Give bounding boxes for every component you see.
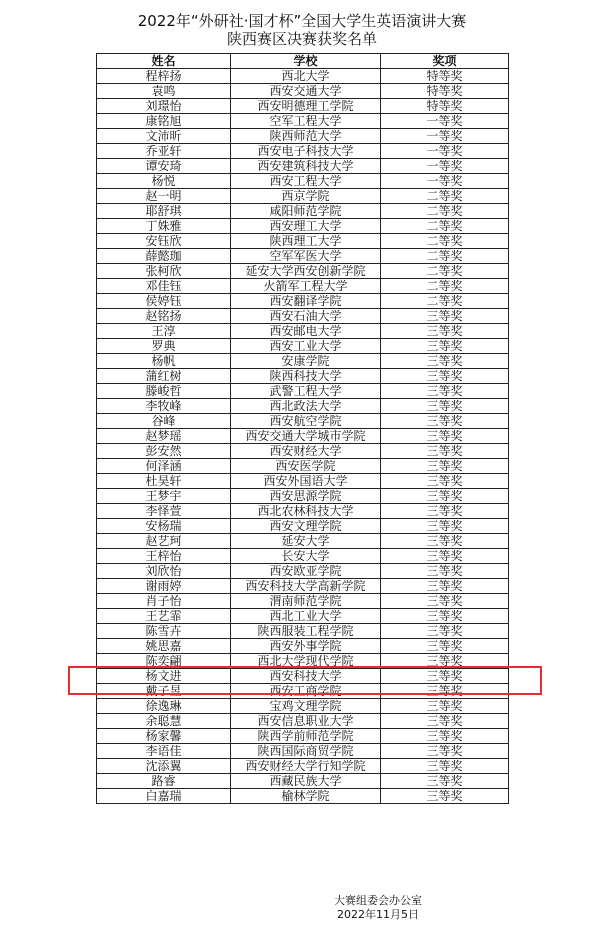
name-cell: 陈奕翩	[97, 654, 231, 669]
award-cell: 二等奖	[381, 219, 509, 234]
name-cell: 姚思嘉	[97, 639, 231, 654]
award-cell: 三等奖	[381, 624, 509, 639]
table-row	[97, 519, 509, 534]
school-cell: 西安信息职业大学	[231, 714, 381, 729]
table-row	[97, 84, 509, 99]
award-cell: 二等奖	[381, 294, 509, 309]
table-row	[97, 309, 509, 324]
school-cell: 西藏民族大学	[231, 774, 381, 789]
school-cell: 西安工商学院	[231, 684, 381, 699]
table-row	[97, 789, 509, 804]
name-cell: 安杨瑞	[97, 519, 231, 534]
school-cell: 陕西师范大学	[231, 129, 381, 144]
name-cell: 袁鸣	[97, 84, 231, 99]
name-cell: 杨家馨	[97, 729, 231, 744]
school-cell: 西安理工大学	[231, 219, 381, 234]
award-cell: 三等奖	[381, 519, 509, 534]
table-row	[97, 384, 509, 399]
award-cell: 二等奖	[381, 189, 509, 204]
name-cell: 安钰欣	[97, 234, 231, 249]
footer-organizer: 大赛组委会办公室	[334, 894, 422, 907]
name-cell: 谢雨婷	[97, 579, 231, 594]
school-cell: 渭南师范学院	[231, 594, 381, 609]
award-cell: 三等奖	[381, 489, 509, 504]
award-cell: 三等奖	[381, 699, 509, 714]
school-cell: 西安外国语大学	[231, 474, 381, 489]
table-row	[97, 714, 509, 729]
award-cell: 三等奖	[381, 744, 509, 759]
school-cell: 宝鸡文理学院	[231, 699, 381, 714]
award-cell: 一等奖	[381, 114, 509, 129]
award-cell: 三等奖	[381, 309, 509, 324]
name-cell: 程梓扬	[97, 69, 231, 84]
school-cell: 西安交通大学	[231, 84, 381, 99]
award-cell: 三等奖	[381, 384, 509, 399]
school-cell: 西北工业大学	[231, 609, 381, 624]
award-cell: 三等奖	[381, 789, 509, 804]
award-cell: 三等奖	[381, 474, 509, 489]
name-cell: 李怿萱	[97, 504, 231, 519]
table-row	[97, 339, 509, 354]
school-cell: 陕西国际商贸学院	[231, 744, 381, 759]
table-row	[97, 624, 509, 639]
highlight-box	[68, 666, 542, 695]
school-cell: 西安工业大学	[231, 339, 381, 354]
table-row	[97, 699, 509, 714]
table-row	[97, 534, 509, 549]
school-cell: 西安欧亚学院	[231, 564, 381, 579]
award-cell: 三等奖	[381, 684, 509, 699]
name-cell: 侯婷钰	[97, 294, 231, 309]
award-cell: 三等奖	[381, 414, 509, 429]
school-cell: 武警工程大学	[231, 384, 381, 399]
column-header-name: 姓名	[97, 54, 231, 69]
school-cell: 西安思源学院	[231, 489, 381, 504]
table-row	[97, 489, 509, 504]
award-cell: 三等奖	[381, 609, 509, 624]
award-cell: 二等奖	[381, 264, 509, 279]
name-cell: 赵梦瑶	[97, 429, 231, 444]
school-cell: 西安航空学院	[231, 414, 381, 429]
name-cell: 蒲红树	[97, 369, 231, 384]
name-cell: 张柯欣	[97, 264, 231, 279]
school-cell: 陕西理工大学	[231, 234, 381, 249]
name-cell: 耶舒琪	[97, 204, 231, 219]
award-cell: 三等奖	[381, 729, 509, 744]
table-row	[97, 729, 509, 744]
school-cell: 西安邮电大学	[231, 324, 381, 339]
table-row	[97, 279, 509, 294]
award-cell: 二等奖	[381, 234, 509, 249]
award-cell: 三等奖	[381, 534, 509, 549]
school-cell: 西京学院	[231, 189, 381, 204]
award-cell: 三等奖	[381, 639, 509, 654]
school-cell: 延安大学西安创新学院	[231, 264, 381, 279]
table-row	[97, 234, 509, 249]
table-row	[97, 219, 509, 234]
school-cell: 西安财经大学	[231, 444, 381, 459]
award-cell: 三等奖	[381, 354, 509, 369]
school-cell: 长安大学	[231, 549, 381, 564]
table-row	[97, 369, 509, 384]
table-row	[97, 399, 509, 414]
table-row	[97, 759, 509, 774]
school-cell: 西安建筑科技大学	[231, 159, 381, 174]
school-cell: 安康学院	[231, 354, 381, 369]
table-row	[97, 744, 509, 759]
award-cell: 三等奖	[381, 654, 509, 669]
award-cell: 二等奖	[381, 249, 509, 264]
award-cell: 三等奖	[381, 759, 509, 774]
award-cell: 特等奖	[381, 69, 509, 84]
table-row	[97, 294, 509, 309]
school-cell: 西北大学	[231, 69, 381, 84]
name-cell: 滕峻哲	[97, 384, 231, 399]
award-cell: 二等奖	[381, 204, 509, 219]
name-cell: 杨文进	[97, 669, 231, 684]
name-cell: 赵一明	[97, 189, 231, 204]
award-cell: 二等奖	[381, 279, 509, 294]
school-cell: 陕西科技大学	[231, 369, 381, 384]
school-cell: 西安科技大学高新学院	[231, 579, 381, 594]
award-cell: 三等奖	[381, 324, 509, 339]
school-cell: 西安工程大学	[231, 174, 381, 189]
award-cell: 三等奖	[381, 369, 509, 384]
table-row	[97, 459, 509, 474]
school-cell: 西安科技大学	[231, 669, 381, 684]
award-cell: 三等奖	[381, 549, 509, 564]
school-cell: 西安交通大学城市学院	[231, 429, 381, 444]
school-cell: 西安文理学院	[231, 519, 381, 534]
award-cell: 三等奖	[381, 579, 509, 594]
name-cell: 赵艺珂	[97, 534, 231, 549]
table-row	[97, 444, 509, 459]
award-cell: 一等奖	[381, 159, 509, 174]
school-cell: 西安石油大学	[231, 309, 381, 324]
table-header-row	[97, 54, 509, 69]
award-cell: 三等奖	[381, 339, 509, 354]
name-cell: 刘欣怡	[97, 564, 231, 579]
name-cell: 彭安然	[97, 444, 231, 459]
document-title-line1: 2022年“外研社·国才杯”全国大学生英语演讲大赛	[137, 12, 467, 30]
table-row	[97, 609, 509, 624]
table-row	[97, 354, 509, 369]
name-cell: 谭安琦	[97, 159, 231, 174]
award-cell: 三等奖	[381, 774, 509, 789]
school-cell: 西安电子科技大学	[231, 144, 381, 159]
school-cell: 空军工程大学	[231, 114, 381, 129]
table-row	[97, 144, 509, 159]
name-cell: 乔亚轩	[97, 144, 231, 159]
name-cell: 白嘉瑞	[97, 789, 231, 804]
award-cell: 特等奖	[381, 84, 509, 99]
table-row	[97, 264, 509, 279]
school-cell: 火箭军工程大学	[231, 279, 381, 294]
name-cell: 李语佳	[97, 744, 231, 759]
school-cell: 陕西学前师范学院	[231, 729, 381, 744]
award-cell: 三等奖	[381, 429, 509, 444]
award-cell: 三等奖	[381, 459, 509, 474]
name-cell: 刘璟怡	[97, 99, 231, 114]
table-row	[97, 69, 509, 84]
name-cell: 杨帆	[97, 354, 231, 369]
name-cell: 赵铭扬	[97, 309, 231, 324]
table-row	[97, 594, 509, 609]
name-cell: 陈雪卉	[97, 624, 231, 639]
school-cell: 西安医学院	[231, 459, 381, 474]
award-cell: 三等奖	[381, 669, 509, 684]
table-row	[97, 639, 509, 654]
award-cell: 一等奖	[381, 144, 509, 159]
name-cell: 路睿	[97, 774, 231, 789]
school-cell: 西北政法大学	[231, 399, 381, 414]
award-cell: 三等奖	[381, 399, 509, 414]
table-row	[97, 129, 509, 144]
table-row	[97, 474, 509, 489]
table-row	[97, 504, 509, 519]
name-cell: 杨悦	[97, 174, 231, 189]
school-cell: 榆林学院	[231, 789, 381, 804]
award-cell: 一等奖	[381, 129, 509, 144]
award-cell: 一等奖	[381, 174, 509, 189]
name-cell: 王艺霏	[97, 609, 231, 624]
award-cell: 三等奖	[381, 714, 509, 729]
school-cell: 西北农林科技大学	[231, 504, 381, 519]
name-cell: 何泽涵	[97, 459, 231, 474]
name-cell: 戴子昱	[97, 684, 231, 699]
table-row	[97, 189, 509, 204]
name-cell: 杜昊轩	[97, 474, 231, 489]
name-cell: 王梓怡	[97, 549, 231, 564]
name-cell: 谷峰	[97, 414, 231, 429]
table-row	[97, 429, 509, 444]
name-cell: 徐逸琳	[97, 699, 231, 714]
school-cell: 延安大学	[231, 534, 381, 549]
table-row	[97, 159, 509, 174]
name-cell: 肖子怡	[97, 594, 231, 609]
table-row	[97, 99, 509, 114]
school-cell: 西安明德理工学院	[231, 99, 381, 114]
school-cell: 西安翻译学院	[231, 294, 381, 309]
name-cell: 沈添翼	[97, 759, 231, 774]
table-row	[97, 324, 509, 339]
school-cell: 空军军医大学	[231, 249, 381, 264]
name-cell: 王淳	[97, 324, 231, 339]
name-cell: 余聪慧	[97, 714, 231, 729]
table-row	[97, 249, 509, 264]
name-cell: 李牧峰	[97, 399, 231, 414]
award-cell: 三等奖	[381, 594, 509, 609]
table-row	[97, 174, 509, 189]
table-row	[97, 204, 509, 219]
column-header-award: 奖项	[381, 54, 509, 69]
school-cell: 西安外事学院	[231, 639, 381, 654]
table-row	[97, 774, 509, 789]
school-cell: 咸阳师范学院	[231, 204, 381, 219]
school-cell: 陕西服装工程学院	[231, 624, 381, 639]
table-row	[97, 564, 509, 579]
table-row	[97, 579, 509, 594]
award-cell: 三等奖	[381, 444, 509, 459]
name-cell: 康铭旭	[97, 114, 231, 129]
award-cell: 三等奖	[381, 504, 509, 519]
award-cell: 三等奖	[381, 564, 509, 579]
name-cell: 邓佳钰	[97, 279, 231, 294]
column-header-school: 学校	[231, 54, 381, 69]
name-cell: 丁姝雅	[97, 219, 231, 234]
document-title-line2: 陕西赛区决赛获奖名单	[226, 30, 377, 48]
award-cell: 特等奖	[381, 99, 509, 114]
table-row	[97, 114, 509, 129]
school-cell: 西安财经大学行知学院	[231, 759, 381, 774]
footer-date: 2022年11月5日	[337, 908, 419, 921]
name-cell: 罗典	[97, 339, 231, 354]
name-cell: 王梦宇	[97, 489, 231, 504]
name-cell: 文沛昕	[97, 129, 231, 144]
table-row	[97, 414, 509, 429]
name-cell: 薛懿珈	[97, 249, 231, 264]
school-cell: 西北大学现代学院	[231, 654, 381, 669]
table-row	[97, 549, 509, 564]
